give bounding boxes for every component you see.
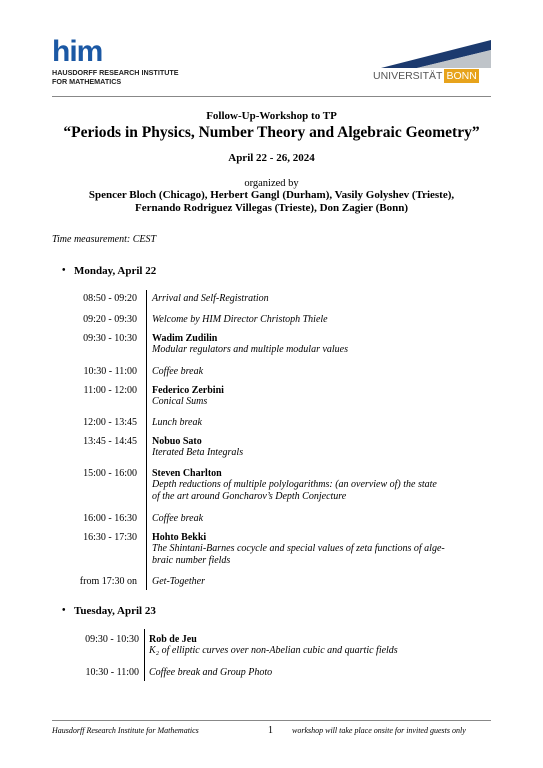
organizers-line-2: Fernando Rodriguez Villegas (Trieste), Don Zagier (Bonn) (134, 202, 409, 214)
talk-title-line: of the art around Goncharov’s Depth Conjecture (152, 491, 347, 502)
session-description: Arrival and Self-Registration (152, 293, 269, 304)
university-word: UNIVERSITÄT (373, 70, 443, 82)
speaker-name: Federico Zerbini (152, 385, 224, 396)
speaker-name: Nobuo Sato (152, 436, 202, 447)
speaker-name: Wadim Zudilin (152, 333, 218, 344)
session-time: 09:30 - 10:30 (85, 634, 139, 645)
session-entry (152, 468, 497, 503)
session-time: 12:00 - 13:45 (83, 417, 137, 428)
session-entry (152, 366, 497, 377)
talk-title-line: K₂ of elliptic curves over non-Abelian cubic and quartic fields (149, 645, 398, 656)
him-subtitle-line2: FOR MATHEMATICS (52, 77, 122, 86)
session-time: 09:20 - 09:30 (83, 314, 137, 325)
session-description: Lunch break (152, 417, 202, 428)
schedule-divider-line (146, 290, 147, 590)
session-entry (152, 385, 497, 408)
him-wordmark: him (52, 35, 103, 68)
speaker-name: Steven Charlton (152, 468, 222, 479)
talk-title-line: The Shintani-Barnes cocycle and special values of zeta functions of alge- (152, 543, 445, 554)
session-entry (152, 513, 497, 524)
session-description: Coffee break (152, 366, 204, 377)
session-entry (152, 576, 497, 587)
footer-divider (52, 720, 491, 721)
bonn-logo-graphic-icon (373, 40, 491, 68)
session-entry (152, 314, 497, 325)
session-time: 10:30 - 11:00 (83, 366, 137, 377)
day-heading-tuesday: • Tuesday, April 23 (62, 605, 156, 617)
schedule-divider-line (144, 629, 145, 681)
session-description: Coffee break and Group Photo (149, 667, 273, 678)
speaker-name: Hohto Bekki (152, 532, 207, 543)
event-title: “Periods in Physics, Number Theory and Algebraic Geometry” (63, 124, 480, 141)
time-measurement-note: Time measurement: CEST (52, 234, 157, 245)
him-subtitle-line1: HAUSDORFF RESEARCH INSTITUTE (52, 68, 179, 77)
event-dates: April 22 - 26, 2024 (228, 152, 315, 164)
talk-title-line: Iterated Beta Integrals (152, 447, 244, 458)
header-divider (52, 96, 491, 97)
talk-title-line: braic number fields (152, 555, 231, 566)
talk-title-line: Depth reductions of multiple polylogarithms: (an overview of) the state (152, 479, 437, 490)
university-city: BONN (446, 70, 477, 82)
organizers-line-1: Spencer Bloch (Chicago), Herbert Gangl (Durham), Vasily Golyshev (Trieste), (88, 189, 455, 201)
day-heading-monday: • Monday, April 22 (62, 265, 157, 277)
speaker-name: Rob de Jeu (149, 634, 197, 645)
page-number: 1 (268, 725, 273, 736)
session-entry (149, 667, 494, 678)
session-time: 16:30 - 17:30 (83, 532, 137, 543)
session-description: Get-Together (152, 576, 205, 587)
event-subtitle: Follow-Up-Workshop to TP (206, 110, 337, 122)
organizers (0, 189, 543, 215)
session-description: Welcome by HIM Director Christoph Thiele (152, 314, 328, 325)
session-time: 15:00 - 16:00 (83, 468, 137, 479)
organized-by-label: organized by (244, 178, 299, 189)
talk-title-line: Conical Sums (152, 396, 208, 407)
session-time: from 17:30 on (79, 576, 137, 587)
talk-title-line: Modular regulators and multiple modular values (152, 344, 349, 355)
session-entry (152, 333, 497, 356)
bullet-icon: • (62, 265, 66, 276)
session-entry (152, 293, 497, 304)
session-entry (152, 532, 497, 567)
footer-institute: Hausdorff Research Institute for Mathematics (52, 726, 199, 735)
university-bonn-logo (373, 40, 491, 84)
session-entry (149, 634, 494, 657)
session-time: 16:00 - 16:30 (83, 513, 137, 524)
footer-note: workshop will take place onsite for invited guests only (292, 726, 466, 735)
session-entry (152, 436, 497, 459)
session-time: 13:45 - 14:45 (83, 436, 137, 447)
session-time: 09:30 - 10:30 (83, 333, 137, 344)
bullet-icon: • (62, 605, 66, 616)
session-time: 10:30 - 11:00 (85, 667, 139, 678)
session-time: 08:50 - 09:20 (83, 293, 137, 304)
him-logo (52, 35, 179, 86)
session-time: 11:00 - 12:00 (83, 385, 137, 396)
session-description: Coffee break (152, 513, 204, 524)
session-entry (152, 417, 497, 428)
